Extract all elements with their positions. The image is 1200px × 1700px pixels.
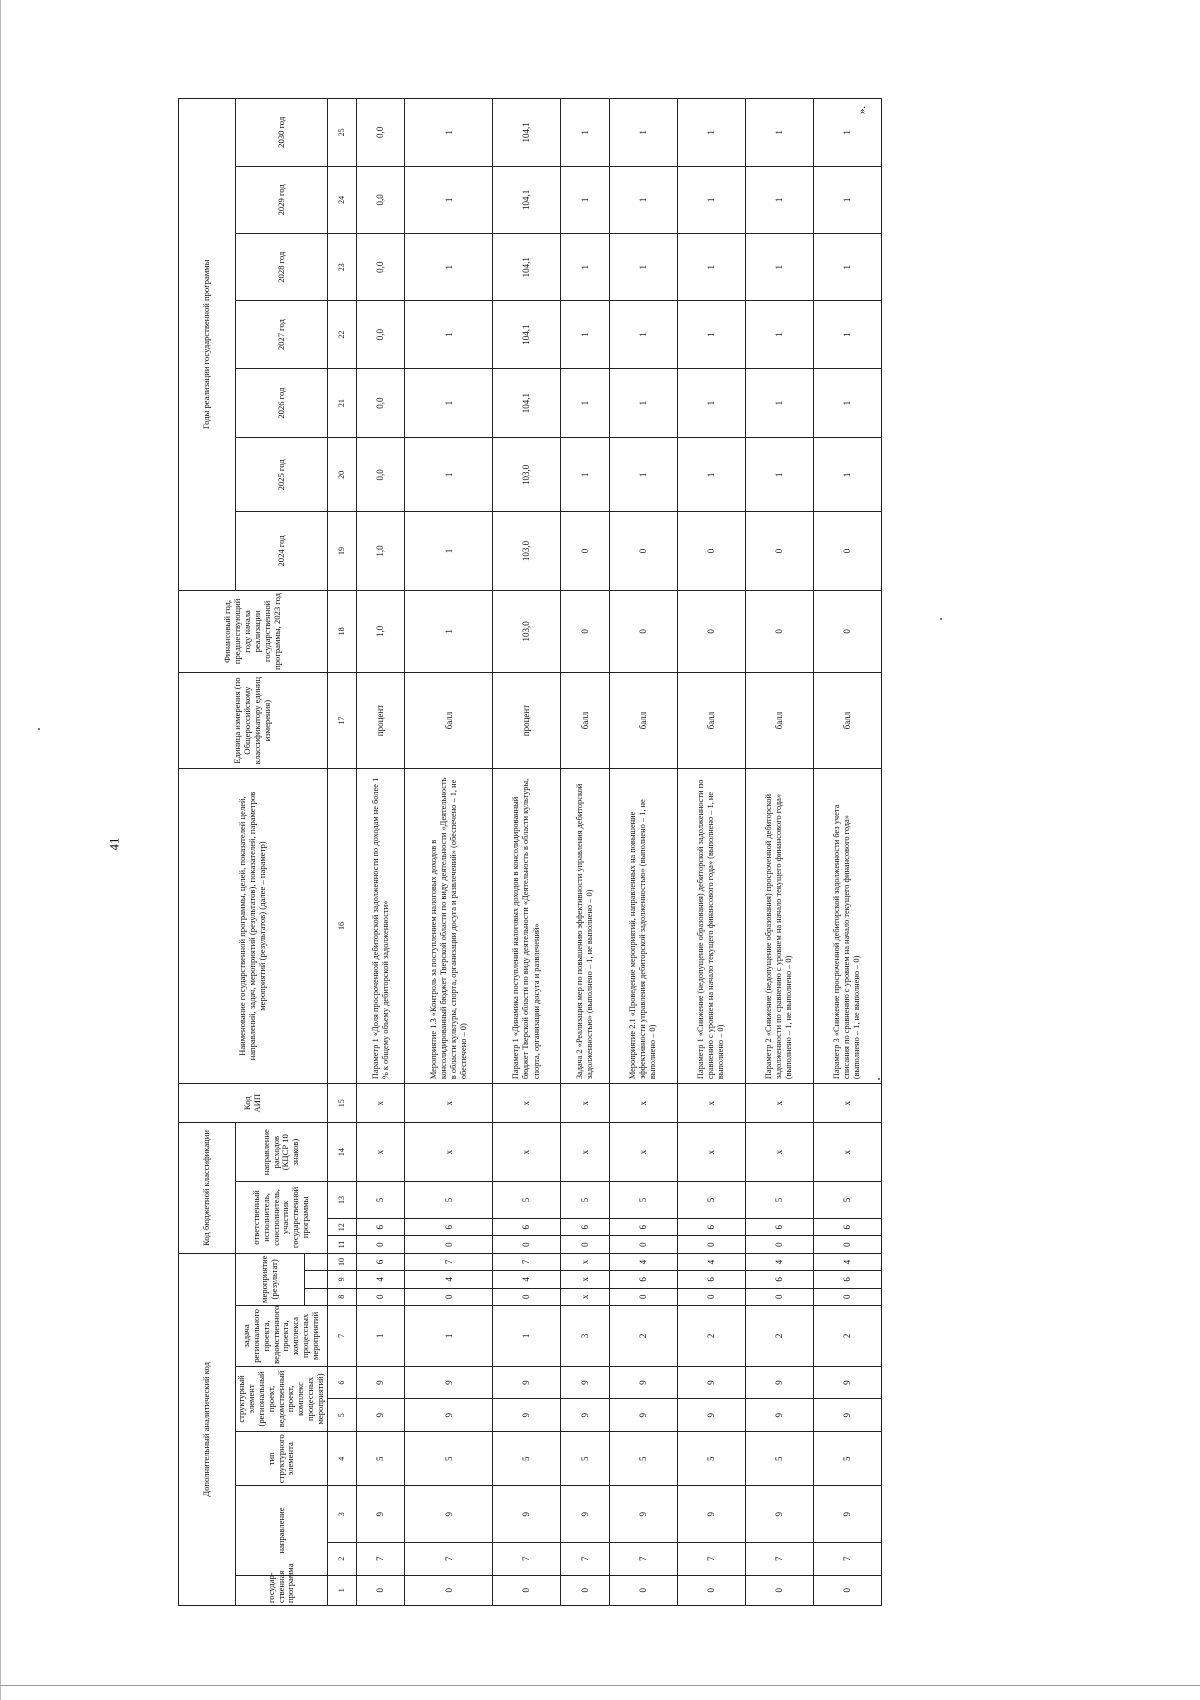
code-cell: 2 <box>677 1305 745 1366</box>
code-cell: 9 <box>609 1366 677 1399</box>
year-value: 1 <box>813 368 881 438</box>
code-cell: x <box>561 1253 610 1270</box>
code-cell: 7 <box>356 1542 405 1575</box>
code-cell: 0 <box>745 1288 813 1305</box>
year-value: 0 <box>813 512 881 590</box>
base-year-header: Финансовый год, предшествующий году начала реализации государственной программы, 2023 год <box>179 590 328 673</box>
base-year-value: 1,0 <box>356 590 405 673</box>
column-number: 23 <box>327 234 356 301</box>
year-value: 1 <box>609 99 677 167</box>
year-value: 1 <box>405 438 493 512</box>
code-cell: x <box>745 1123 813 1182</box>
code-cell: x <box>561 1084 610 1123</box>
column-number: 8 <box>327 1288 356 1305</box>
base-year-value: 103,0 <box>492 590 560 673</box>
year-value: 0,0 <box>356 301 405 368</box>
base-year-value: 0 <box>677 590 745 673</box>
unit-cell: балл <box>813 673 881 769</box>
column-number: 10 <box>327 1253 356 1270</box>
code-cell: 0 <box>492 1575 560 1605</box>
code-cell: 9 <box>677 1486 745 1543</box>
code-cell: x <box>492 1123 560 1182</box>
code-cell: x <box>813 1084 881 1123</box>
years-header: Годы реализации государственной программы <box>179 99 236 591</box>
year-value: 1 <box>745 234 813 301</box>
code-cell: 5 <box>405 1432 493 1486</box>
year-value: 1 <box>745 99 813 167</box>
rotated-table-frame <box>178 98 862 1606</box>
year-value: 0,0 <box>356 234 405 301</box>
year-value: 1 <box>609 368 677 438</box>
column-number: 5 <box>327 1399 356 1432</box>
code-cell: 7 <box>561 1542 610 1575</box>
code-cell: 9 <box>677 1399 745 1432</box>
year-value: 0 <box>609 512 677 590</box>
year-value: 104,1 <box>492 368 560 438</box>
column-number: 6 <box>327 1366 356 1399</box>
code-cell: 4 <box>492 1271 560 1288</box>
column-number: 12 <box>327 1218 356 1235</box>
code-cell: x <box>609 1123 677 1182</box>
year-value: 1 <box>405 368 493 438</box>
year-value: 1 <box>677 234 745 301</box>
year-value: 1 <box>561 99 610 167</box>
year-value: 1 <box>745 301 813 368</box>
code-cell: 9 <box>492 1486 560 1543</box>
year-value: 104,1 <box>492 234 560 301</box>
code-cell: 5 <box>813 1432 881 1486</box>
code-cell: 5 <box>561 1432 610 1486</box>
year-value: 0,0 <box>356 166 405 233</box>
year-value: 104,1 <box>492 166 560 233</box>
header-row-1 <box>179 99 236 1606</box>
code-cell: 9 <box>813 1399 881 1432</box>
code-cell: 6 <box>745 1271 813 1288</box>
code-cell: 0 <box>405 1236 493 1253</box>
code-cell: x <box>561 1123 610 1182</box>
column-number: 2 <box>327 1542 356 1575</box>
code-cell: x <box>745 1084 813 1123</box>
code-cell: 0 <box>609 1236 677 1253</box>
code-cell: 1 <box>405 1305 493 1366</box>
code-cell: 5 <box>492 1432 560 1486</box>
code-cell: 2 <box>813 1305 881 1366</box>
unit-cell: балл <box>405 673 493 769</box>
code-cell: 5 <box>677 1182 745 1219</box>
meropriyatie-subcol <box>304 1253 327 1270</box>
code-cell: 4 <box>609 1253 677 1270</box>
table-row <box>609 99 677 1606</box>
column-number: 11 <box>327 1236 356 1253</box>
code-cell: 9 <box>356 1399 405 1432</box>
code-cell: 9 <box>609 1399 677 1432</box>
code-cell: 9 <box>745 1399 813 1432</box>
code-cell: 6 <box>609 1271 677 1288</box>
closing-quote-mark: ». <box>856 105 869 115</box>
year-value: 1 <box>609 438 677 512</box>
code-cell: 6 <box>405 1218 493 1235</box>
year-value: 1 <box>405 166 493 233</box>
year-value: 103,0 <box>492 512 560 590</box>
table-row <box>405 99 493 1606</box>
year-2027-header: 2027 год <box>236 301 328 368</box>
code-cell: 6 <box>813 1218 881 1235</box>
code-cell: 7 <box>405 1253 493 1270</box>
unit-cell: балл <box>745 673 813 769</box>
code-cell: 0 <box>609 1575 677 1605</box>
code-cell: 7 <box>405 1542 493 1575</box>
base-year-value: 0 <box>609 590 677 673</box>
code-cell: 4 <box>813 1253 881 1270</box>
column-number: 25 <box>327 99 356 167</box>
code-cell: 7 <box>492 1542 560 1575</box>
code-cell: 9 <box>561 1366 610 1399</box>
column-numbers-row <box>327 99 356 1606</box>
name-header: Наименование государственной программы, целей, показателей целей, направлений, задач, мероприятий (результатов), показателей, параметров мероприятий (результатов) (далее – параметр) <box>179 768 328 1083</box>
year-value: 1 <box>561 301 610 368</box>
code-cell: 9 <box>405 1366 493 1399</box>
year-value: 1 <box>609 301 677 368</box>
code-cell: 7 <box>745 1542 813 1575</box>
code-cell: 1 <box>492 1305 560 1366</box>
indicator-description: Мероприятие 1.3 «Контроль за поступлением налоговых доходов в консолидированный бюджет Тверской области по виду деятельности «Деятельность в области культуры, спорта, организации досуга и развлечений» (обеспечено – 1, не обеспечено – 0) <box>405 768 493 1083</box>
code-cell: 0 <box>813 1288 881 1305</box>
table-row <box>561 99 610 1606</box>
table-row <box>492 99 560 1606</box>
year-value: 1 <box>677 368 745 438</box>
code-cell: 9 <box>492 1366 560 1399</box>
rotated-table-content <box>178 98 862 1606</box>
unit-header: Единица измерения (по Общероссийскому классификатору единиц измерения) <box>179 673 328 769</box>
code-cell: 5 <box>561 1182 610 1219</box>
code-cell: x <box>813 1123 881 1182</box>
ispolnitel-header: ответственный исполнитель, соисполнитель, участник государственной программы <box>236 1182 328 1254</box>
column-number: 21 <box>327 368 356 438</box>
code-cell: 0 <box>405 1288 493 1305</box>
column-number: 16 <box>327 768 356 1083</box>
scan-speck <box>940 618 942 620</box>
code-cell: 9 <box>677 1366 745 1399</box>
code-cell: 0 <box>677 1236 745 1253</box>
code-cell: 9 <box>745 1366 813 1399</box>
code-cell: 4 <box>356 1271 405 1288</box>
year-value: 1 <box>561 368 610 438</box>
column-number: 9 <box>327 1271 356 1288</box>
year-value: 1 <box>405 301 493 368</box>
code-cell: 4 <box>405 1271 493 1288</box>
year-value: 1 <box>677 99 745 167</box>
column-number: 4 <box>327 1432 356 1486</box>
base-year-value: 0 <box>745 590 813 673</box>
column-number: 15 <box>327 1084 356 1123</box>
code-cell: 0 <box>405 1575 493 1605</box>
code-cell: 3 <box>561 1305 610 1366</box>
napr-rashodov-header: направление расходов (КЦСР 10 знаков) <box>236 1123 328 1182</box>
gos-prog-header: государ-ственная программа <box>236 1575 328 1605</box>
code-cell: 6 <box>745 1218 813 1235</box>
year-value: 1 <box>677 166 745 233</box>
year-value: 1 <box>561 234 610 301</box>
year-2024-header: 2024 год <box>236 512 328 590</box>
column-number: 1 <box>327 1575 356 1605</box>
code-cell: 9 <box>356 1366 405 1399</box>
code-cell: 0 <box>356 1236 405 1253</box>
code-cell: 0 <box>356 1288 405 1305</box>
data-rows <box>356 99 881 1606</box>
scan-speck <box>38 728 40 730</box>
code-cell: x <box>609 1084 677 1123</box>
column-number: 19 <box>327 512 356 590</box>
code-cell: 0 <box>356 1575 405 1605</box>
napravlenie-header: направление <box>236 1486 328 1575</box>
column-number: 13 <box>327 1182 356 1219</box>
code-cell: 9 <box>356 1486 405 1543</box>
year-value: 1 <box>405 234 493 301</box>
code-cell: 0 <box>492 1236 560 1253</box>
year-value: 1 <box>813 234 881 301</box>
year-value: 1 <box>745 368 813 438</box>
code-cell: 5 <box>356 1182 405 1219</box>
year-value: 1 <box>609 234 677 301</box>
code-cell: 6 <box>492 1218 560 1235</box>
year-value: 0,0 <box>356 368 405 438</box>
column-number: 7 <box>327 1305 356 1366</box>
code-cell: 6 <box>813 1271 881 1288</box>
code-cell: 9 <box>745 1486 813 1543</box>
code-cell: x <box>492 1084 560 1123</box>
indicator-description: Параметр 2 «Снижение (недопущение образования) просроченной дебиторской задолженности по сравнению с уровнем на начало текущего финансового года» (выполнено – 1, не выполнено – 0) <box>745 768 813 1083</box>
unit-cell: балл <box>609 673 677 769</box>
year-value: 0 <box>677 512 745 590</box>
year-value: 1 <box>745 438 813 512</box>
page-left-edge <box>0 0 1 1700</box>
code-cell: 7 <box>813 1542 881 1575</box>
code-cell: 5 <box>356 1432 405 1486</box>
code-cell: 6 <box>677 1218 745 1235</box>
code-cell: 6 <box>561 1218 610 1235</box>
column-number: 22 <box>327 301 356 368</box>
code-cell: 2 <box>609 1305 677 1366</box>
year-value: 1 <box>813 438 881 512</box>
tip-header: тип структурного элемента <box>236 1432 328 1486</box>
year-value: 0,0 <box>356 438 405 512</box>
year-2029-header: 2029 год <box>236 166 328 233</box>
column-number: 20 <box>327 438 356 512</box>
year-2030-header: 2030 год <box>236 99 328 167</box>
code-cell: 9 <box>492 1399 560 1432</box>
code-cell: x <box>561 1288 610 1305</box>
code-cell: x <box>677 1123 745 1182</box>
code-cell: 9 <box>609 1486 677 1543</box>
code-cell: 9 <box>405 1399 493 1432</box>
zadacha-header: задача регионального проекта, ведомственного проекта, комплекса процессных мероприятий <box>236 1305 328 1366</box>
meropriyatie-subcol <box>304 1288 327 1305</box>
code-cell: 9 <box>405 1486 493 1543</box>
page-bottom-edge <box>0 1685 1200 1686</box>
unit-cell: процент <box>492 673 560 769</box>
code-cell: x <box>677 1084 745 1123</box>
code-cell: 2 <box>745 1305 813 1366</box>
code-cell: 6 <box>609 1218 677 1235</box>
year-value: 1 <box>745 166 813 233</box>
year-value: 1 <box>609 166 677 233</box>
code-cell: 5 <box>813 1182 881 1219</box>
code-cell: 5 <box>609 1182 677 1219</box>
meropriyatie-header: мероприятие (результат) <box>236 1253 305 1305</box>
code-cell: 0 <box>677 1575 745 1605</box>
table-row <box>677 99 745 1606</box>
code-cell: 0 <box>561 1575 610 1605</box>
indicator-description: Параметр 1 «Динамика поступлений налоговых доходов в консолидированный бюджет Тверской области по виду деятельности «Деятельность в области культуры, спорта, организации досуга и развлечений» <box>492 768 560 1083</box>
code-cell: 9 <box>561 1399 610 1432</box>
year-value: 1,0 <box>356 512 405 590</box>
code-cell: 1 <box>356 1305 405 1366</box>
code-cell: 0 <box>677 1288 745 1305</box>
year-value: 0 <box>561 512 610 590</box>
code-cell: 0 <box>745 1236 813 1253</box>
aip-code-header: Код АИП <box>179 1084 328 1123</box>
code-cell: 6 <box>677 1271 745 1288</box>
column-number: 14 <box>327 1123 356 1182</box>
code-cell: 0 <box>492 1288 560 1305</box>
code-cell: 0 <box>561 1236 610 1253</box>
year-value: 1 <box>561 438 610 512</box>
dop-code-header: Дополнительный аналитический код <box>179 1253 236 1605</box>
year-value: 1 <box>677 301 745 368</box>
code-cell: 7 <box>492 1253 560 1270</box>
code-cell: 5 <box>492 1182 560 1219</box>
code-cell: 7 <box>677 1542 745 1575</box>
table-row <box>356 99 405 1606</box>
year-value: 0 <box>745 512 813 590</box>
code-cell: 5 <box>609 1432 677 1486</box>
year-value: 0,0 <box>356 99 405 167</box>
table-row <box>745 99 813 1606</box>
code-cell: 4 <box>677 1253 745 1270</box>
indicator-description: Задача 2 «Реализация мер по повышению эффективности управления дебиторской задолженностью» (выполнено – 1, не выполнено – 0) <box>561 768 610 1083</box>
table-row <box>813 99 881 1606</box>
unit-cell: балл <box>561 673 610 769</box>
year-value: 1 <box>405 512 493 590</box>
year-value: 1 <box>561 166 610 233</box>
column-number: 24 <box>327 166 356 233</box>
code-cell: 0 <box>813 1575 881 1605</box>
base-year-value: 0 <box>813 590 881 673</box>
budget-code-header: Код бюджетной классификации <box>179 1123 236 1253</box>
meropriyatie-subcol <box>304 1271 327 1288</box>
indicator-description: Параметр 1 «Снижение (недопущение образования) дебиторской задолженности по сравнению с уровнем на начало текущего финансового года» (выполнено – 1, не выполнено – 0) <box>677 768 745 1083</box>
code-cell: 5 <box>405 1182 493 1219</box>
code-cell: x <box>356 1123 405 1182</box>
code-cell: 6 <box>356 1218 405 1235</box>
code-cell: x <box>405 1084 493 1123</box>
year-value: 1 <box>813 301 881 368</box>
year-value: 1 <box>813 99 881 167</box>
code-cell: 0 <box>745 1575 813 1605</box>
code-cell: x <box>405 1123 493 1182</box>
struct-header: структурный элемент (региональный проект, ведомственный проект, комплекс процессных мероприятий) <box>236 1366 328 1431</box>
indicator-description: Параметр 1 «Доля просроченной дебиторской задолженности по доходам не более 1 % к общему объему дебиторской задолженности» <box>356 768 405 1083</box>
column-number: 18 <box>327 590 356 673</box>
year-value: 103,0 <box>492 438 560 512</box>
code-cell: x <box>561 1271 610 1288</box>
code-cell: 9 <box>813 1366 881 1399</box>
year-value: 1 <box>813 166 881 233</box>
page-number: 41 <box>106 837 122 851</box>
unit-cell: балл <box>677 673 745 769</box>
year-2028-header: 2028 год <box>236 234 328 301</box>
indicator-description: Мероприятие 2.1 «Проведение мероприятий, направленных на повышение эффективности управления дебиторской задолженностью» (выполнено – 1, не выполнено – 0) <box>609 768 677 1083</box>
code-cell: 5 <box>745 1182 813 1219</box>
year-2026-header: 2026 год <box>236 368 328 438</box>
code-cell: 9 <box>813 1486 881 1543</box>
column-number: 3 <box>327 1486 356 1543</box>
code-cell: 5 <box>745 1432 813 1486</box>
code-cell: 7 <box>609 1542 677 1575</box>
code-cell: 0 <box>813 1236 881 1253</box>
code-cell: 5 <box>677 1432 745 1486</box>
column-number: 17 <box>327 673 356 769</box>
indicator-description: Параметр 3 «Снижение просроченной дебиторской задолженности без учета списания по сравнению с уровнем на начало текущего финансового года» (выполнено – 1, не выполнено – 0) <box>813 768 881 1083</box>
base-year-value: 0 <box>561 590 610 673</box>
code-cell: 9 <box>561 1486 610 1543</box>
code-cell: x <box>356 1084 405 1123</box>
unit-cell: процент <box>356 673 405 769</box>
year-2025-header: 2025 год <box>236 438 328 512</box>
program-indicators-table <box>178 98 882 1606</box>
code-cell: 6 <box>356 1253 405 1270</box>
year-value: 1 <box>677 438 745 512</box>
year-value: 1 <box>405 99 493 167</box>
base-year-value: 1 <box>405 590 493 673</box>
year-value: 104,1 <box>492 301 560 368</box>
code-cell: 4 <box>745 1253 813 1270</box>
year-value: 104,1 <box>492 99 560 167</box>
code-cell: 0 <box>609 1288 677 1305</box>
